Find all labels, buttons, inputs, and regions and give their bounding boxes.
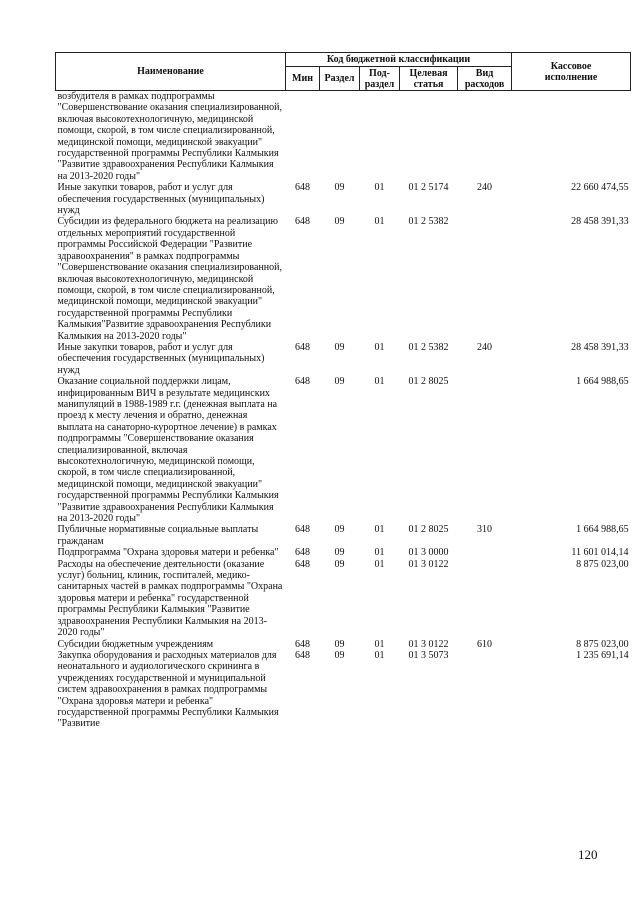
row-name: Субсидии из федерального бюджета на реализацию отдельных мероприятий государственной программы Российской Федерации "Развитие здравоохранения" в рамках подпрограммы "Совершенствование оказания специализированной, включая высокотехнологичную, медицинской помощи, скорой, в том числе специализированной, медицинской помощи, медицинской эвакуации" государственной программы Республики Калмыкия"Развитие здравоохранения Республики Калмыкия на 2013-2020 годы" bbox=[57, 216, 282, 342]
table-row bbox=[56, 376, 631, 524]
row-razdel bbox=[320, 91, 360, 183]
row-podrazdel: 01 bbox=[374, 558, 385, 570]
row-min: 648 bbox=[295, 547, 310, 559]
row-razdel: 09 bbox=[334, 182, 345, 194]
page-number: 120 bbox=[578, 847, 598, 862]
header-kassa: Кассовое исполнение bbox=[512, 53, 631, 91]
header-min: Мин bbox=[286, 67, 320, 91]
row-razdel: 09 bbox=[334, 558, 345, 570]
header-podrazdel: Под- раздел bbox=[360, 67, 400, 91]
header-target: Целевая статья bbox=[400, 67, 458, 91]
row-razdel: 09 bbox=[334, 524, 345, 536]
row-vid: 610 bbox=[477, 638, 493, 650]
table-row bbox=[56, 342, 631, 376]
row-min: 648 bbox=[295, 638, 310, 650]
row-razdel: 09 bbox=[334, 376, 345, 388]
table-row bbox=[56, 639, 631, 650]
row-vid bbox=[458, 91, 512, 183]
row-target: 01 3 0122 bbox=[408, 558, 449, 570]
row-target: 01 2 8025 bbox=[408, 376, 449, 388]
row-podrazdel: 01 bbox=[374, 376, 385, 388]
row-vid bbox=[458, 559, 512, 639]
table-row bbox=[56, 559, 631, 639]
row-amount bbox=[512, 91, 631, 183]
row-name: Оказание социальной поддержки лицам, инфицированным ВИЧ в результате медицинских манипуляций в 1988-1989 г.г. (денежная выплата на проезд к месту лечения и обратно, денежная выплата на санаторно-курортное лечение) в рамках подпрограммы "Совершенствование оказания специализированной, включая высокотехнологичную, медицинской помощи, скорой, в том числе специализированной, медицинской помощи, медицинской эвакуации" государственной программы Республики Калмыкия "Развитие здравоохранения Республики Калмыкия на 2013-2020 годы" bbox=[57, 376, 279, 525]
row-amount: 28 458 391,33 bbox=[571, 216, 629, 228]
row-razdel: 09 bbox=[334, 216, 345, 228]
row-amount: 28 458 391,33 bbox=[571, 341, 629, 353]
table-header bbox=[56, 53, 631, 91]
header-vid: Вид расходов bbox=[458, 67, 512, 91]
row-target: 01 2 5382 bbox=[408, 216, 449, 228]
row-razdel: 09 bbox=[334, 547, 345, 559]
row-target: 01 3 0122 bbox=[408, 638, 449, 650]
row-podrazdel: 01 bbox=[374, 216, 385, 228]
row-name: Иные закупки товаров, работ и услуг для обеспечения государственных (муниципальных) нужд bbox=[57, 341, 265, 376]
row-name: Расходы на обеспечение деятельности (оказание услуг) больниц, клиник, госпиталей, медико-санитарных частей в рамках подпрограммы "Охрана здоровья матери и ребенка" государственной программы Республики Калмыкия "Развитие здравоохранения Республики Калмыкия на 2013-2020 годы" bbox=[57, 558, 283, 639]
row-podrazdel: 01 bbox=[374, 649, 385, 661]
row-target: 01 2 5174 bbox=[408, 182, 449, 194]
row-vid: 240 bbox=[477, 182, 493, 194]
row-razdel: 09 bbox=[334, 638, 345, 650]
row-min: 648 bbox=[295, 558, 310, 570]
row-podrazdel bbox=[360, 91, 400, 183]
table-row bbox=[56, 650, 631, 730]
row-podrazdel: 01 bbox=[374, 524, 385, 536]
row-amount: 8 875 023,00 bbox=[576, 558, 629, 570]
row-min: 648 bbox=[295, 341, 310, 353]
header-razdel: Раздел bbox=[320, 67, 360, 91]
row-podrazdel: 01 bbox=[374, 547, 385, 559]
row-name: Закупка оборудования и расходных материалов для неонатального и аудиологического скрининга в учреждениях государственной и муниципальной систем здравоохранения в рамках подпрограммы "Охрана здоровья матери и ребенка" государственной программы Республики Калмыкия "Развитие bbox=[57, 649, 279, 730]
row-razdel: 09 bbox=[334, 341, 345, 353]
table-row bbox=[56, 91, 631, 183]
row-amount: 8 875 023,00 bbox=[576, 638, 629, 650]
row-target: 01 3 0000 bbox=[408, 547, 449, 559]
row-min bbox=[286, 91, 320, 183]
row-min: 648 bbox=[295, 182, 310, 194]
row-target: 01 2 5382 bbox=[408, 341, 449, 353]
row-amount: 1 235 691,14 bbox=[576, 649, 629, 661]
table-body bbox=[56, 91, 631, 730]
table-row bbox=[56, 216, 631, 341]
row-min: 648 bbox=[295, 524, 310, 536]
row-vid bbox=[458, 547, 512, 558]
row-name: возбудителя в рамках подпрограммы "Совершенствование оказания специализированной, включая высокотехнологичную, медицинской помощи, скорой, в том числе специализированной, медицинской помощи, медицинской эвакуации" государственной программы Республики Калмыкия "Развитие здравоохранения Республики Калмыкия на 2013-2020 годы" bbox=[57, 91, 282, 182]
row-amount: 22 660 474,55 bbox=[571, 182, 629, 194]
row-amount: 1 664 988,65 bbox=[576, 376, 629, 388]
row-vid: 240 bbox=[477, 341, 493, 353]
row-name: Иные закупки товаров, работ и услуг для обеспечения государственных (муниципальных) нужд bbox=[57, 182, 265, 217]
table-row bbox=[56, 547, 631, 558]
row-amount: 1 664 988,65 bbox=[576, 524, 629, 536]
header-code-group: Код бюджетной классификации bbox=[286, 53, 512, 67]
row-podrazdel: 01 bbox=[374, 638, 385, 650]
row-name: Субсидии бюджетным учреждениям bbox=[57, 638, 214, 650]
row-amount: 11 601 014,14 bbox=[571, 547, 629, 559]
row-vid: 310 bbox=[477, 524, 493, 536]
table-row bbox=[56, 524, 631, 547]
row-min: 648 bbox=[295, 649, 310, 661]
row-podrazdel: 01 bbox=[374, 182, 385, 194]
row-min: 648 bbox=[295, 216, 310, 228]
row-vid bbox=[458, 216, 512, 341]
header-name: Наименование bbox=[56, 53, 286, 91]
row-target: 01 2 8025 bbox=[408, 524, 449, 536]
table-row bbox=[56, 182, 631, 216]
row-name: Публичные нормативные социальные выплаты гражданам bbox=[57, 524, 259, 547]
row-target: 01 3 5073 bbox=[408, 649, 449, 661]
budget-table bbox=[55, 52, 631, 730]
row-vid bbox=[458, 376, 512, 524]
row-min: 648 bbox=[295, 376, 310, 388]
row-target bbox=[400, 91, 458, 183]
row-vid bbox=[458, 650, 512, 730]
row-name: Подпрограмма "Охрана здоровья матери и ребенка" bbox=[57, 547, 279, 559]
row-razdel: 09 bbox=[334, 649, 345, 661]
row-podrazdel: 01 bbox=[374, 341, 385, 353]
